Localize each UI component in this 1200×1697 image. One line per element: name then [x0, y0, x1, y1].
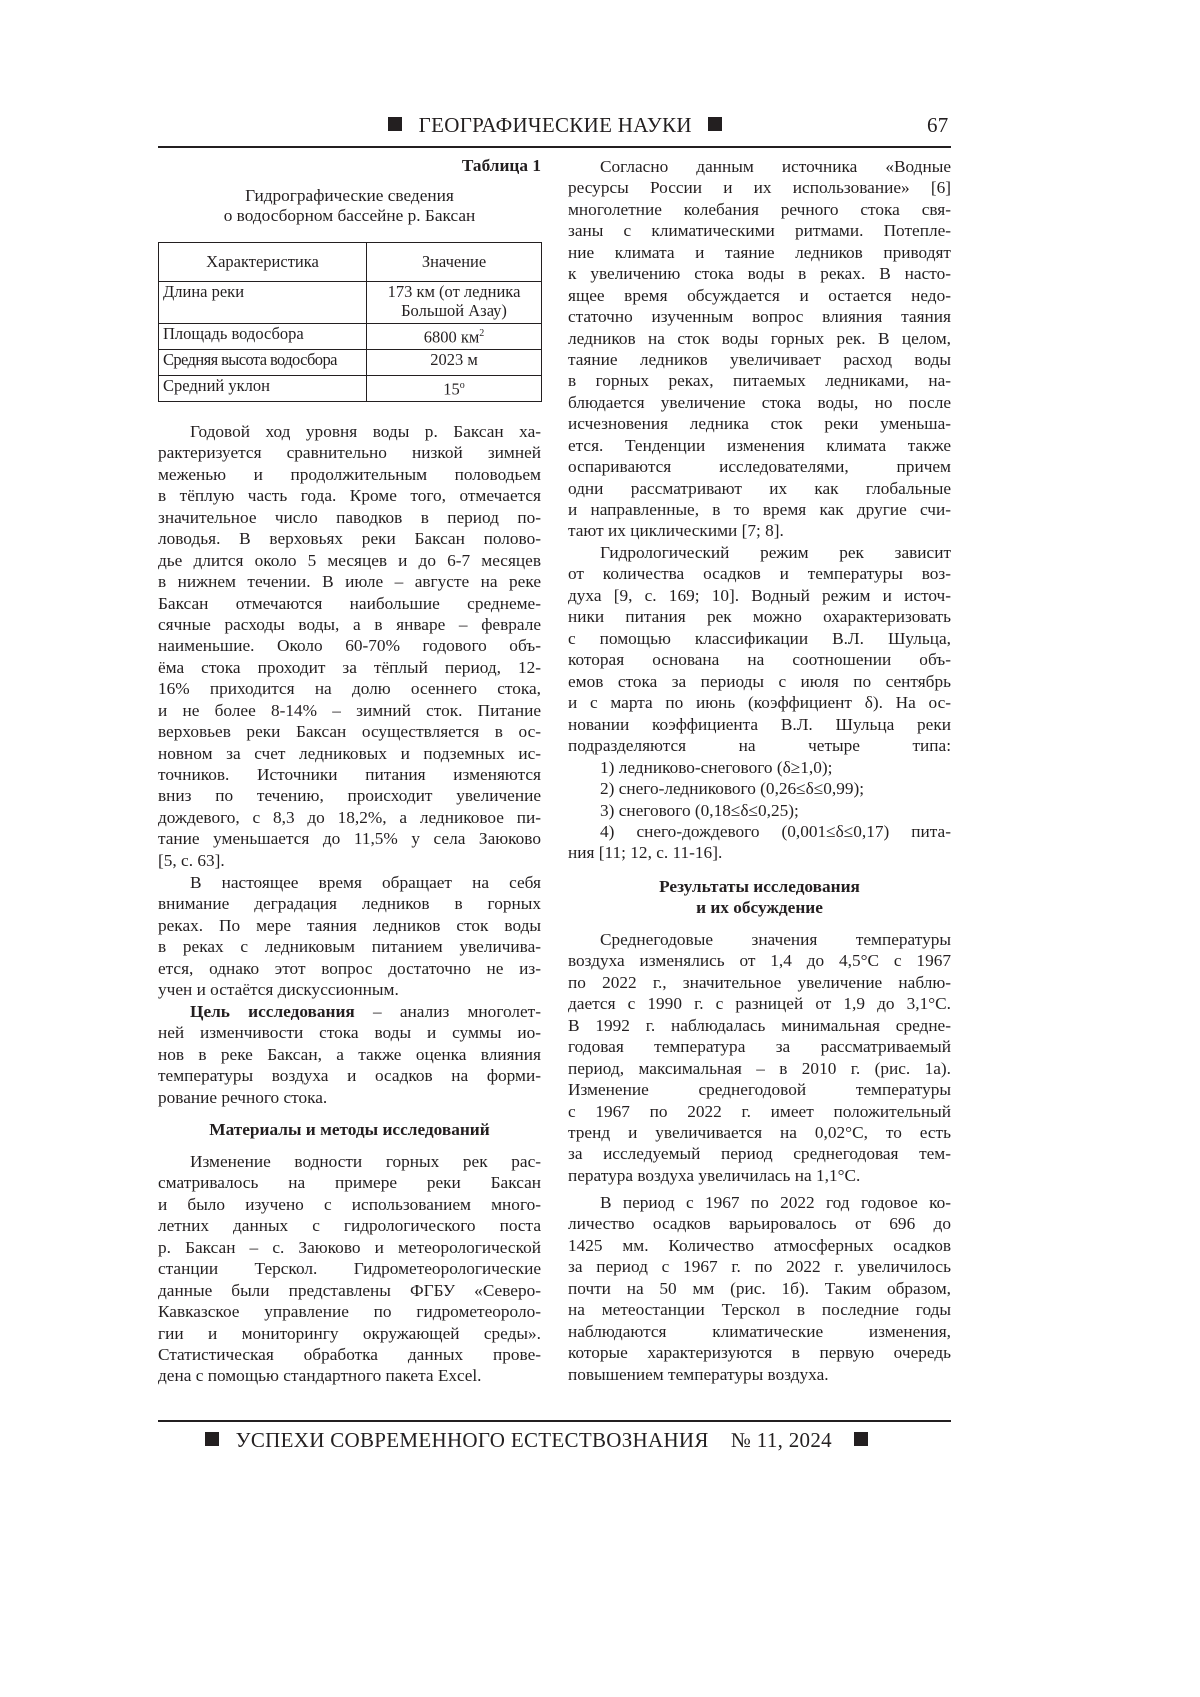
text-line: летних данных с гидрологического поста — [158, 1215, 541, 1236]
text-line: в нижнем течении. В июле – августе на реке — [158, 571, 541, 592]
text-line: наименьшие. Около 60-70% годового объ- — [158, 635, 541, 656]
paragraph — [568, 821, 951, 864]
text-line: Статистическая обработка данных прове- — [158, 1344, 541, 1365]
text-line: ники питания рек можно охарактеризовать — [568, 606, 951, 627]
paragraph — [158, 421, 541, 871]
cell-value — [367, 376, 542, 402]
table-row — [159, 350, 542, 376]
text-line: емов стока за периоды с июля по сентябрь — [568, 671, 951, 692]
text-line: тание уменьшается до 11,5% у села Заюково — [158, 828, 541, 849]
section-heading — [568, 876, 951, 919]
text-line: ресурсы России и их использование» [6] — [568, 177, 951, 198]
cell-value: 173 км (от ледника Большой Азау) — [367, 282, 542, 324]
text-line: ется. Тенденции изменения климата также — [568, 435, 951, 456]
text-line: и направленные, в то время как другие счи- — [568, 499, 951, 520]
text-line: В 1992 г. наблюдалась минимальная средне- — [568, 1015, 951, 1036]
square-bullet-icon — [708, 117, 722, 131]
text-line: повышением температуры воздуха. — [568, 1364, 951, 1385]
text-line: дена с помощью стандартного пакета Excel. — [158, 1365, 541, 1386]
paragraph — [568, 929, 951, 1186]
text-line: нов в реке Баксан, а также оценка влияния — [158, 1044, 541, 1065]
cell-name: Средняя высота водосбора — [159, 350, 367, 376]
issue-number: № 11, 2024 — [731, 1428, 832, 1452]
header-rule — [158, 146, 951, 148]
heading-line: и их обсуждение — [568, 897, 951, 918]
text-line: почти на 50 мм (рис. 1б). Таким образом, — [568, 1278, 951, 1299]
table-label: Таблица 1 — [158, 156, 541, 176]
text-line: Гидрологический режим рек зависит — [568, 542, 951, 563]
text-line — [158, 1001, 541, 1022]
column-header: Характеристика — [159, 243, 367, 282]
square-bullet-icon — [205, 1432, 219, 1446]
text-line: Годовой ход уровня воды р. Баксан ха- — [158, 421, 541, 442]
paragraph — [568, 1192, 951, 1385]
value-sup: 2 — [479, 328, 484, 339]
text-line: за период с 1967 г. по 2022 г. увеличилось — [568, 1256, 951, 1277]
text-line: точников. Источники питания изменяются — [158, 764, 541, 785]
text-line: р. Баксан – с. Заюково и метеорологической — [158, 1237, 541, 1258]
table-caption — [158, 186, 541, 226]
text-line: и с марта по июнь (коэффициент δ). На ос- — [568, 692, 951, 713]
text-line: 1425 мм. Количество атмосферных осадков — [568, 1235, 951, 1256]
bold-lead: Цель исследования — [190, 1002, 355, 1021]
running-header — [388, 113, 722, 138]
text-line: ловодья. В верховьях реки Баксан полово- — [158, 528, 541, 549]
paragraph — [158, 872, 541, 1001]
heading-line: Результаты исследования — [568, 876, 951, 897]
text-line: с 1967 по 2022 г. имеет положительный — [568, 1101, 951, 1122]
page-number: 67 — [927, 113, 949, 138]
text-line: 4) снего-дождевого (0,001≤δ≤0,17) пита- — [568, 821, 951, 842]
text-line: в реках с ледниковым питанием увеличива- — [158, 936, 541, 957]
text-line: дается с 1990 г. с разницей от 1,9 до 3,1°С. — [568, 993, 951, 1014]
text-line: вниз по течению, происходит увеличение — [158, 785, 541, 806]
cell-value: 2023 м — [367, 350, 542, 376]
text-line: статочно изученным вопрос влияния таяния — [568, 306, 951, 327]
list-item: 2) снего-ледникового (0,26≤δ≤0,99); — [568, 778, 951, 799]
text-line: [5, с. 63]. — [158, 850, 541, 871]
text-line: ние климата и таяние ледников приводят — [568, 242, 951, 263]
value-sup: о — [460, 380, 465, 391]
table-row — [159, 376, 542, 402]
running-footer — [205, 1428, 868, 1453]
text-line: значительное число паводков в период по- — [158, 507, 541, 528]
square-bullet-icon — [854, 1432, 868, 1446]
text-line: от количества осадков и температуры воз- — [568, 563, 951, 584]
text-line: заны с климатическими ритмами. Потепле- — [568, 220, 951, 241]
text-line: которая основана на соотношении объ- — [568, 649, 951, 670]
text-line: оспариваются исследователями, причем — [568, 456, 951, 477]
text-line: Среднегодовые значения температуры — [568, 929, 951, 950]
text-line: 16% приходится на долю осеннего стока, — [158, 678, 541, 699]
text-line: гии и мониторингу окружающей среды». — [158, 1323, 541, 1344]
text-line: Изменение водности горных рек рас- — [158, 1151, 541, 1172]
caption-line: Гидрографические сведения — [158, 186, 541, 206]
paragraph-rest — [158, 1022, 541, 1108]
text-line: ней изменчивости стока воды и суммы ио- — [158, 1022, 541, 1043]
text-line: реках. По мере таяния ледников сток воды — [158, 915, 541, 936]
text-line: тают их циклическими [7; 8]. — [568, 520, 951, 541]
text-line: на метеостанции Терскол в последние годы — [568, 1299, 951, 1320]
section-heading: Материалы и методы исследований — [158, 1119, 541, 1140]
text-line: ледников на сток воды горных рек. В целом, — [568, 328, 951, 349]
list-item: 1) ледниково-снегового (δ≥1,0); — [568, 757, 951, 778]
text-line: новании коэффициента В.Л. Шульца реки — [568, 714, 951, 735]
caption-line: о водосборном бассейне р. Баксан — [158, 206, 541, 226]
section-title: ГЕОГРАФИЧЕСКИЕ НАУКИ — [419, 113, 692, 137]
table-row — [159, 282, 542, 324]
types-list — [568, 757, 951, 821]
value-text: 15 — [443, 380, 460, 399]
text-line: тренд и увеличивается на 0,02°С, то есть — [568, 1122, 951, 1143]
text-line: сматривалось на примере реки Баксан — [158, 1172, 541, 1193]
hydrographic-table — [158, 242, 542, 402]
text-line: внимание деградация ледников в горных — [158, 893, 541, 914]
text-line: учен и остаётся дискуссионным. — [158, 979, 541, 1000]
text-line: рактеризуется сравнительно низкой зимней — [158, 442, 541, 463]
text-line: рование речного стока. — [158, 1087, 541, 1108]
text-line: к увеличению стока воды в реках. В насто- — [568, 263, 951, 284]
text-line: Кавказское управление по гидрометеороло- — [158, 1301, 541, 1322]
text-line: подразделяются на четыре типа: — [568, 735, 951, 756]
text-line: ёма стока проходит за тёплый период, 12- — [158, 657, 541, 678]
text-line: Баксан отмечаются наибольшие среднеме- — [158, 593, 541, 614]
paragraph — [158, 1151, 541, 1387]
text-line: период, максимальная – в 2010 г. (рис. 1а). — [568, 1058, 951, 1079]
journal-title: УСПЕХИ СОВРЕМЕННОГО ЕСТЕСТВОЗНАНИЯ — [236, 1428, 709, 1452]
text-line: пература воздуха увеличилась на 1,1°С. — [568, 1165, 951, 1186]
line-text: – анализ многолет- — [355, 1002, 541, 1021]
text-line: наблюдаются климатические изменения, — [568, 1321, 951, 1342]
paragraph — [568, 542, 951, 756]
text-line: ется, однако этот вопрос достаточно не из- — [158, 958, 541, 979]
text-line: Изменение среднегодовой температуры — [568, 1079, 951, 1100]
cell-name: Площадь водосбора — [159, 324, 367, 350]
text-line: многолетние колебания речного стока свя- — [568, 199, 951, 220]
text-line: по 2022 г., значительное увеличение наблю- — [568, 972, 951, 993]
cell-name: Длина реки — [159, 282, 367, 324]
list-item: 3) снегового (0,18≤δ≤0,25); — [568, 800, 951, 821]
text-line: духа [9, с. 169; 10]. Водный режим и источ- — [568, 585, 951, 606]
paragraph-goal — [158, 1001, 541, 1108]
column-header: Значение — [367, 243, 542, 282]
text-line: и было изучено с использованием много- — [158, 1194, 541, 1215]
table-row — [159, 324, 542, 350]
text-line: личество осадков варьировалось от 696 до — [568, 1213, 951, 1234]
text-line: дождевого, с 8,3 до 18,2%, а ледниковое пи- — [158, 807, 541, 828]
cell-value — [367, 324, 542, 350]
text-line: данные были представлены ФГБУ «Северо- — [158, 1280, 541, 1301]
text-line: станции Терскол. Гидрометеорологические — [158, 1258, 541, 1279]
text-line: за исследуемый период среднегодовая тем- — [568, 1143, 951, 1164]
text-line: новном за счет ледниковых и подземных ис- — [158, 743, 541, 764]
text-line: таяние ледников увеличивает расход воды — [568, 349, 951, 370]
cell-name: Средний уклон — [159, 376, 367, 402]
text-line: с помощью классификации В.Л. Шульца, — [568, 628, 951, 649]
text-line: В настоящее время обращает на себя — [158, 872, 541, 893]
text-line: В период с 1967 по 2022 год годовое ко- — [568, 1192, 951, 1213]
text-line: которые характеризуются в первую очередь — [568, 1342, 951, 1363]
text-line: дье длится около 5 месяцев и до 6-7 месяцев — [158, 550, 541, 571]
text-line: годовая температура за рассматриваемый — [568, 1036, 951, 1057]
text-line: меженью и продолжительным половодьем — [158, 464, 541, 485]
text-line: верховьев реки Баксан осуществляется в ос- — [158, 721, 541, 742]
text-line: ния [11; 12, с. 11-16]. — [568, 842, 951, 863]
text-line: исчезновения ледника сток реки уменьша- — [568, 413, 951, 434]
text-line: в тёплую часть года. Кроме того, отмечается — [158, 485, 541, 506]
text-line: и не более 8-14% – зимний сток. Питание — [158, 700, 541, 721]
square-bullet-icon — [388, 117, 402, 131]
value-text: 6800 км — [424, 328, 480, 347]
text-line: сячные расходы воды, а в январе – феврале — [158, 614, 541, 635]
text-line: блюдается увеличение стока воды, но после — [568, 392, 951, 413]
text-line: одни рассматривают их как глобальные — [568, 478, 951, 499]
footer-rule — [158, 1420, 951, 1422]
text-line: ящее время обсуждается и остается недо- — [568, 285, 951, 306]
text-line: Согласно данным источника «Водные — [568, 156, 951, 177]
text-line: температуры воздуха и осадков на форми- — [158, 1065, 541, 1086]
paragraph — [568, 156, 951, 542]
text-line: в горных реках, питаемых ледниками, на- — [568, 370, 951, 391]
text-line: воздуха изменялись от 1,4 до 4,5°С с 1967 — [568, 950, 951, 971]
